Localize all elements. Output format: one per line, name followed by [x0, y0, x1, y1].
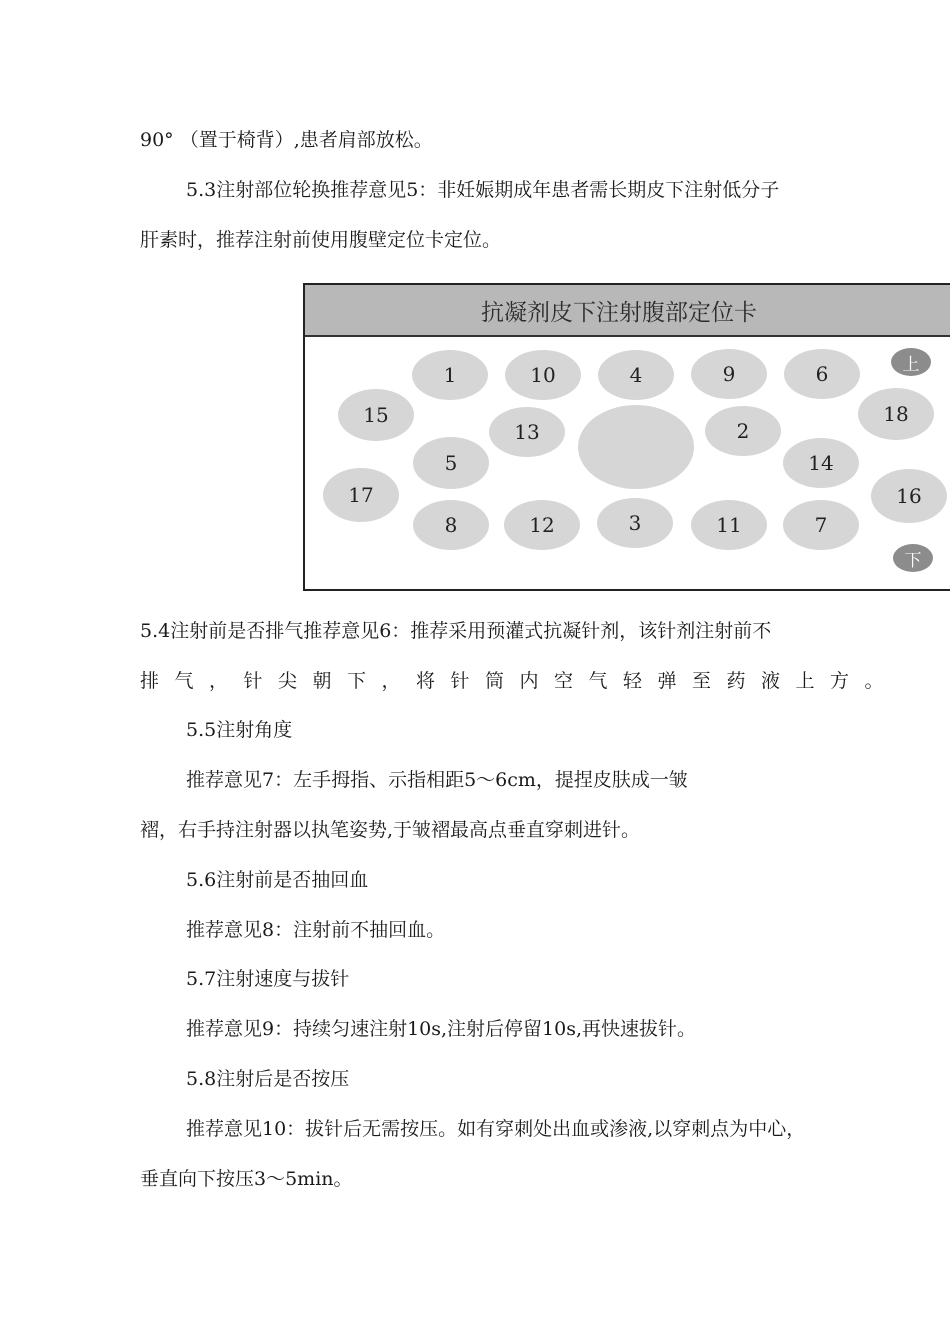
- text-line-5: 排气，针尖朝下，将针筒内空气轻弹至药液上方。: [140, 670, 900, 692]
- site-3: 3: [597, 498, 673, 548]
- site-11: 11: [691, 500, 767, 550]
- text-line-15: 垂直向下按压3～5min。: [140, 1168, 353, 1190]
- site-2: 2: [705, 406, 781, 456]
- recommendation-8: 推荐意见8：注射前不抽回血。: [186, 919, 446, 941]
- recommendation-10: 推荐意见10：拔针后无需按压。如有穿刺处出血或渗液,以穿刺点为中心，: [186, 1118, 806, 1140]
- site-1: 1: [412, 350, 488, 400]
- abdominal-positioning-card: [303, 283, 950, 591]
- site-12: 12: [504, 500, 580, 550]
- site-4: 4: [598, 350, 674, 400]
- marker-top: 上: [891, 348, 931, 376]
- site-9: 9: [691, 349, 767, 399]
- text-line-8: 褶，右手持注射器以执笔姿势,于皱褶最高点垂直穿刺进针。: [140, 819, 641, 841]
- site-15: 15: [338, 389, 414, 441]
- marker-bottom: 下: [893, 544, 933, 572]
- recommendation-9: 推荐意见9：持续匀速注射10s,注射后停留10s,再快速拔针。: [186, 1018, 697, 1040]
- site-14: 14: [783, 438, 859, 488]
- site-5: 5: [413, 437, 489, 489]
- recommendation-7: 推荐意见7：左手拇指、示指相距5～6cm，提捏皮肤成一皱: [186, 769, 688, 791]
- site-6: 6: [784, 349, 860, 399]
- heading-5-6: 5.6注射前是否抽回血: [186, 869, 369, 891]
- site-16: 16: [871, 469, 947, 523]
- site-17: 17: [323, 468, 399, 522]
- site-18: 18: [858, 388, 934, 440]
- site-13: 13: [489, 407, 565, 457]
- text-line-1: 90° （置于椅背）,患者肩部放松。: [140, 129, 433, 151]
- site-10: 10: [505, 350, 581, 400]
- figure-title: 抗凝剂皮下注射腹部定位卡: [305, 285, 950, 337]
- text-line-3: 肝素时，推荐注射前使用腹壁定位卡定位。: [140, 229, 502, 251]
- heading-5-3: 5.3注射部位轮换推荐意见5：非妊娠期成年患者需长期皮下注射低分子: [186, 179, 780, 201]
- heading-5-8: 5.8注射后是否按压: [186, 1068, 350, 1090]
- heading-5-5: 5.5注射角度: [186, 719, 293, 741]
- center-navel: [578, 405, 694, 489]
- site-7: 7: [783, 500, 859, 550]
- site-8: 8: [413, 500, 489, 550]
- heading-5-7: 5.7注射速度与拔针: [186, 968, 350, 990]
- heading-5-4: 5.4注射前是否排气推荐意见6：推荐采用预灌式抗凝针剂，该针剂注射前不: [140, 620, 772, 642]
